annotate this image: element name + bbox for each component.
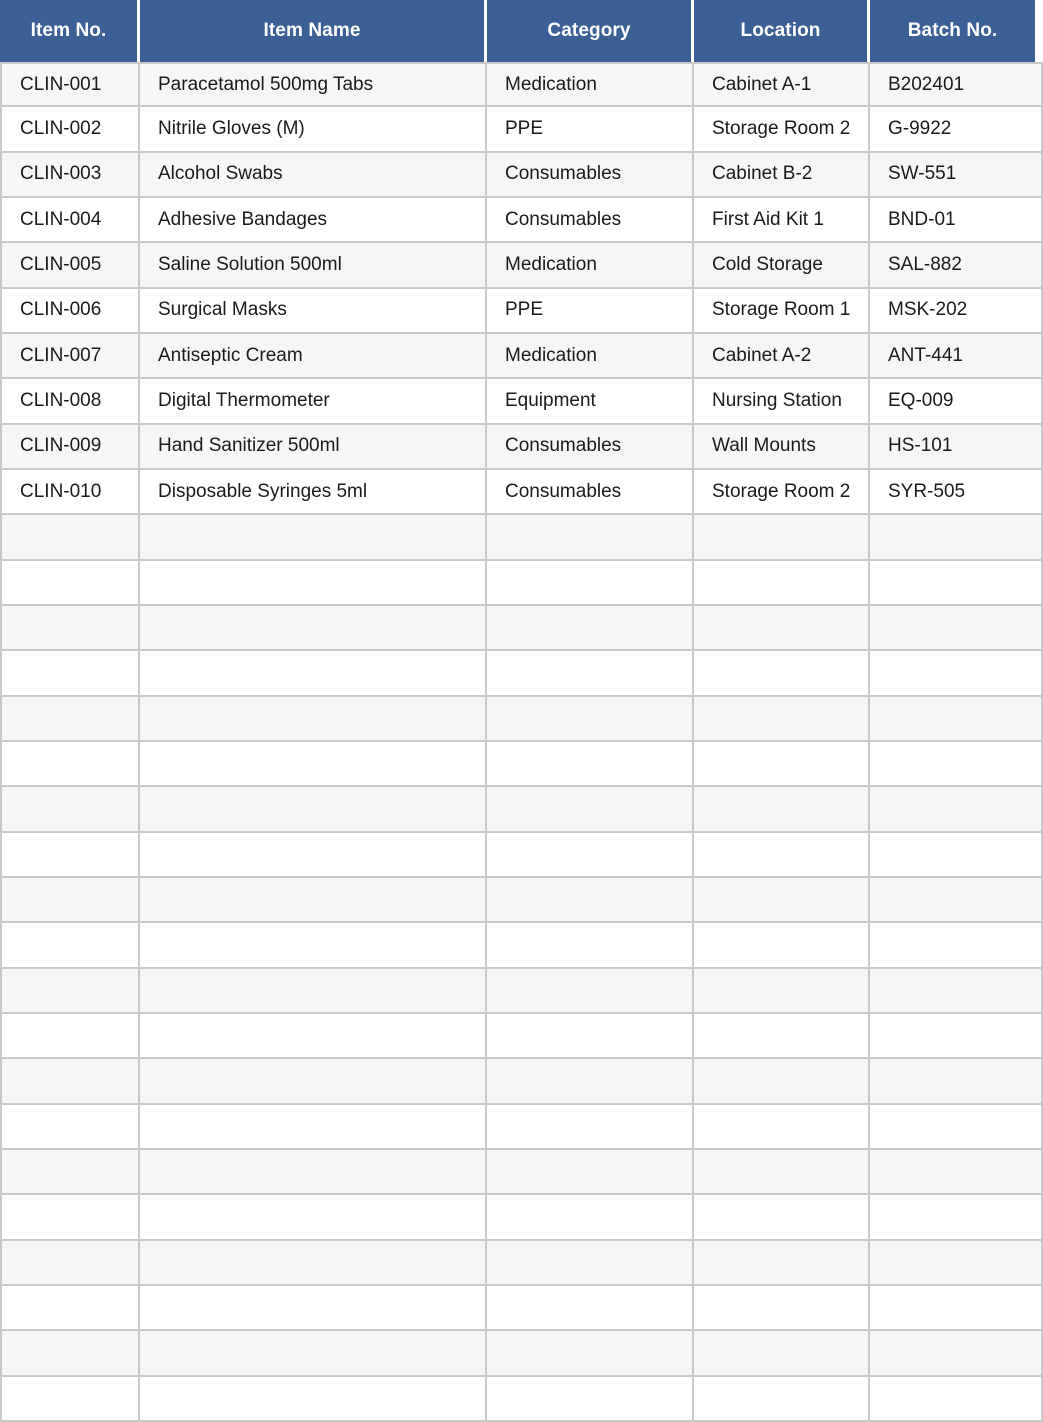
cell-category[interactable] — [487, 833, 694, 878]
cell-batch_no[interactable] — [870, 923, 1043, 968]
cell-batch_no[interactable] — [870, 1059, 1043, 1104]
cell-location[interactable]: Storage Room 2 — [694, 107, 870, 152]
table-row[interactable] — [0, 107, 1043, 152]
cell-item_name[interactable] — [140, 561, 487, 606]
cell-item_name[interactable] — [140, 787, 487, 832]
table-row[interactable] — [0, 1105, 1043, 1150]
cell-item_no[interactable]: CLIN-010 — [0, 470, 140, 515]
cell-item_no[interactable]: CLIN-006 — [0, 289, 140, 334]
cell-location[interactable] — [694, 697, 870, 742]
cell-item_name[interactable] — [140, 923, 487, 968]
table-row[interactable] — [0, 561, 1043, 606]
cell-category[interactable] — [487, 697, 694, 742]
cell-batch_no[interactable] — [870, 1241, 1043, 1286]
cell-item_no[interactable] — [0, 923, 140, 968]
cell-item_no[interactable] — [0, 606, 140, 651]
cell-item_no[interactable] — [0, 1331, 140, 1376]
cell-category[interactable] — [487, 1377, 694, 1422]
column-header-category[interactable]: Category — [487, 0, 694, 62]
cell-item_no[interactable] — [0, 1150, 140, 1195]
cell-location[interactable]: Storage Room 2 — [694, 470, 870, 515]
cell-location[interactable] — [694, 969, 870, 1014]
cell-category[interactable] — [487, 787, 694, 832]
cell-batch_no[interactable] — [870, 833, 1043, 878]
table-row[interactable] — [0, 289, 1043, 334]
cell-item_name[interactable] — [140, 606, 487, 651]
cell-category[interactable] — [487, 1195, 694, 1240]
cell-item_name[interactable] — [140, 1195, 487, 1240]
cell-item_no[interactable]: CLIN-008 — [0, 379, 140, 424]
cell-location[interactable] — [694, 1150, 870, 1195]
cell-item_name[interactable] — [140, 1241, 487, 1286]
cell-item_name[interactable]: Digital Thermometer — [140, 379, 487, 424]
cell-location[interactable]: Storage Room 1 — [694, 289, 870, 334]
cell-item_name[interactable] — [140, 878, 487, 923]
cell-batch_no[interactable]: EQ-009 — [870, 379, 1043, 424]
cell-item_no[interactable] — [0, 1241, 140, 1286]
cell-location[interactable] — [694, 1331, 870, 1376]
cell-batch_no[interactable] — [870, 697, 1043, 742]
cell-category[interactable] — [487, 515, 694, 560]
cell-batch_no[interactable] — [870, 561, 1043, 606]
table-row[interactable] — [0, 62, 1043, 107]
cell-category[interactable] — [487, 1014, 694, 1059]
cell-batch_no[interactable] — [870, 1105, 1043, 1150]
cell-item_name[interactable] — [140, 742, 487, 787]
cell-batch_no[interactable] — [870, 742, 1043, 787]
table-body — [0, 62, 1043, 1422]
cell-item_name[interactable] — [140, 1059, 487, 1104]
cell-category[interactable] — [487, 1150, 694, 1195]
cell-batch_no[interactable]: G-9922 — [870, 107, 1043, 152]
cell-category[interactable] — [487, 1059, 694, 1104]
cell-location[interactable] — [694, 606, 870, 651]
table-row[interactable] — [0, 1150, 1043, 1195]
table-row[interactable] — [0, 651, 1043, 696]
cell-batch_no[interactable] — [870, 1331, 1043, 1376]
cell-batch_no[interactable] — [870, 515, 1043, 560]
cell-batch_no[interactable]: MSK-202 — [870, 289, 1043, 334]
table-row[interactable] — [0, 470, 1043, 515]
cell-category[interactable]: Consumables — [487, 198, 694, 243]
cell-location[interactable]: Cold Storage — [694, 243, 870, 288]
cell-batch_no[interactable]: BND-01 — [870, 198, 1043, 243]
cell-item_no[interactable] — [0, 1059, 140, 1104]
cell-batch_no[interactable] — [870, 606, 1043, 651]
column-header-item-no[interactable]: Item No. — [0, 0, 140, 62]
cell-item_no[interactable] — [0, 833, 140, 878]
cell-location[interactable] — [694, 878, 870, 923]
cell-batch_no[interactable] — [870, 878, 1043, 923]
cell-item_no[interactable] — [0, 1195, 140, 1240]
table-header — [0, 0, 1043, 62]
cell-location[interactable]: Cabinet A-1 — [694, 62, 870, 107]
cell-location[interactable]: Wall Mounts — [694, 425, 870, 470]
table-row[interactable] — [0, 1331, 1043, 1376]
column-header-location[interactable]: Location — [694, 0, 870, 62]
table-row[interactable] — [0, 379, 1043, 424]
header-row — [0, 0, 1043, 62]
cell-category[interactable]: Medication — [487, 243, 694, 288]
cell-item_name[interactable] — [140, 1014, 487, 1059]
cell-category[interactable]: Medication — [487, 62, 694, 107]
cell-category[interactable] — [487, 878, 694, 923]
table-row[interactable] — [0, 334, 1043, 379]
cell-location[interactable] — [694, 561, 870, 606]
cell-item_name[interactable]: Alcohol Swabs — [140, 153, 487, 198]
cell-item_name[interactable]: Hand Sanitizer 500ml — [140, 425, 487, 470]
table-row[interactable] — [0, 787, 1043, 832]
cell-item_name[interactable]: Adhesive Bandages — [140, 198, 487, 243]
cell-location[interactable] — [694, 923, 870, 968]
cell-category[interactable]: PPE — [487, 289, 694, 334]
cell-batch_no[interactable]: SW-551 — [870, 153, 1043, 198]
cell-batch_no[interactable]: HS-101 — [870, 425, 1043, 470]
table-row[interactable] — [0, 1377, 1043, 1422]
cell-batch_no[interactable] — [870, 1377, 1043, 1422]
cell-batch_no[interactable]: SAL-882 — [870, 243, 1043, 288]
cell-location[interactable] — [694, 787, 870, 832]
cell-batch_no[interactable] — [870, 1195, 1043, 1240]
cell-item_name[interactable] — [140, 1150, 487, 1195]
cell-item_no[interactable] — [0, 515, 140, 560]
table-row[interactable] — [0, 1059, 1043, 1104]
cell-batch_no[interactable] — [870, 1150, 1043, 1195]
table-row[interactable] — [0, 515, 1043, 560]
cell-item_no[interactable]: CLIN-007 — [0, 334, 140, 379]
table-row[interactable] — [0, 878, 1043, 923]
cell-batch_no[interactable] — [870, 1014, 1043, 1059]
table-row[interactable] — [0, 697, 1043, 742]
cell-item_no[interactable] — [0, 1377, 140, 1422]
cell-location[interactable] — [694, 1105, 870, 1150]
cell-item_no[interactable] — [0, 742, 140, 787]
cell-item_name[interactable] — [140, 833, 487, 878]
cell-category[interactable]: Consumables — [487, 425, 694, 470]
cell-location[interactable]: Cabinet A-2 — [694, 334, 870, 379]
cell-item_no[interactable] — [0, 787, 140, 832]
cell-category[interactable] — [487, 606, 694, 651]
table-row[interactable] — [0, 243, 1043, 288]
cell-batch_no[interactable] — [870, 651, 1043, 696]
column-header-item-name[interactable]: Item Name — [140, 0, 487, 62]
cell-location[interactable] — [694, 742, 870, 787]
table-row[interactable] — [0, 833, 1043, 878]
column-header-batch-no[interactable]: Batch No. — [870, 0, 1043, 62]
cell-item_name[interactable] — [140, 697, 487, 742]
cell-location[interactable] — [694, 1286, 870, 1331]
table-row[interactable] — [0, 969, 1043, 1014]
cell-item_name[interactable] — [140, 1331, 487, 1376]
cell-location[interactable] — [694, 1059, 870, 1104]
cell-location[interactable] — [694, 651, 870, 696]
table-row[interactable] — [0, 1014, 1043, 1059]
cell-category[interactable] — [487, 969, 694, 1014]
cell-item_name[interactable] — [140, 1105, 487, 1150]
cell-batch_no[interactable]: SYR-505 — [870, 470, 1043, 515]
cell-category[interactable] — [487, 1286, 694, 1331]
cell-item_no[interactable] — [0, 697, 140, 742]
cell-item_name[interactable] — [140, 651, 487, 696]
cell-item_no[interactable]: CLIN-003 — [0, 153, 140, 198]
cell-item_no[interactable] — [0, 969, 140, 1014]
cell-item_name[interactable]: Disposable Syringes 5ml — [140, 470, 487, 515]
table-row[interactable] — [0, 198, 1043, 243]
cell-item_name[interactable] — [140, 1286, 487, 1331]
cell-category[interactable] — [487, 1241, 694, 1286]
cell-location[interactable]: Cabinet B-2 — [694, 153, 870, 198]
cell-item_no[interactable]: CLIN-001 — [0, 62, 140, 107]
cell-item_no[interactable] — [0, 1286, 140, 1331]
cell-batch_no[interactable] — [870, 1286, 1043, 1331]
cell-location[interactable] — [694, 1377, 870, 1422]
cell-batch_no[interactable] — [870, 969, 1043, 1014]
table-row[interactable] — [0, 1195, 1043, 1240]
cell-category[interactable]: Medication — [487, 334, 694, 379]
cell-category[interactable]: Equipment — [487, 379, 694, 424]
cell-item_no[interactable]: CLIN-004 — [0, 198, 140, 243]
cell-category[interactable]: Consumables — [487, 470, 694, 515]
cell-batch_no[interactable] — [870, 787, 1043, 832]
table-row[interactable] — [0, 1286, 1043, 1331]
cell-item_no[interactable] — [0, 1014, 140, 1059]
cell-location[interactable] — [694, 1241, 870, 1286]
table-row[interactable] — [0, 606, 1043, 651]
cell-item_no[interactable] — [0, 1105, 140, 1150]
cell-item_no[interactable] — [0, 878, 140, 923]
cell-location[interactable]: First Aid Kit 1 — [694, 198, 870, 243]
table-row[interactable] — [0, 923, 1043, 968]
cell-location[interactable] — [694, 1195, 870, 1240]
cell-location[interactable]: Nursing Station — [694, 379, 870, 424]
table-row[interactable] — [0, 153, 1043, 198]
cell-item_name[interactable]: Paracetamol 500mg Tabs — [140, 62, 487, 107]
cell-item_no[interactable]: CLIN-002 — [0, 107, 140, 152]
cell-category[interactable] — [487, 1105, 694, 1150]
cell-item_name[interactable]: Antiseptic Cream — [140, 334, 487, 379]
cell-category[interactable] — [487, 561, 694, 606]
cell-item_name[interactable]: Saline Solution 500ml — [140, 243, 487, 288]
cell-category[interactable] — [487, 1331, 694, 1376]
cell-category[interactable] — [487, 742, 694, 787]
cell-category[interactable] — [487, 923, 694, 968]
cell-item_name[interactable]: Nitrile Gloves (M) — [140, 107, 487, 152]
cell-item_no[interactable] — [0, 651, 140, 696]
cell-item_name[interactable]: Surgical Masks — [140, 289, 487, 334]
cell-item_name[interactable] — [140, 515, 487, 560]
cell-batch_no[interactable]: ANT-441 — [870, 334, 1043, 379]
cell-item_name[interactable] — [140, 969, 487, 1014]
cell-batch_no[interactable]: B202401 — [870, 62, 1043, 107]
table-row[interactable] — [0, 742, 1043, 787]
cell-category[interactable] — [487, 651, 694, 696]
table-row[interactable] — [0, 425, 1043, 470]
cell-item_name[interactable] — [140, 1377, 487, 1422]
cell-item_no[interactable]: CLIN-005 — [0, 243, 140, 288]
cell-category[interactable]: PPE — [487, 107, 694, 152]
cell-location[interactable] — [694, 833, 870, 878]
cell-category[interactable]: Consumables — [487, 153, 694, 198]
cell-item_no[interactable]: CLIN-009 — [0, 425, 140, 470]
table-row[interactable] — [0, 1241, 1043, 1286]
cell-location[interactable] — [694, 515, 870, 560]
cell-item_no[interactable] — [0, 561, 140, 606]
cell-location[interactable] — [694, 1014, 870, 1059]
